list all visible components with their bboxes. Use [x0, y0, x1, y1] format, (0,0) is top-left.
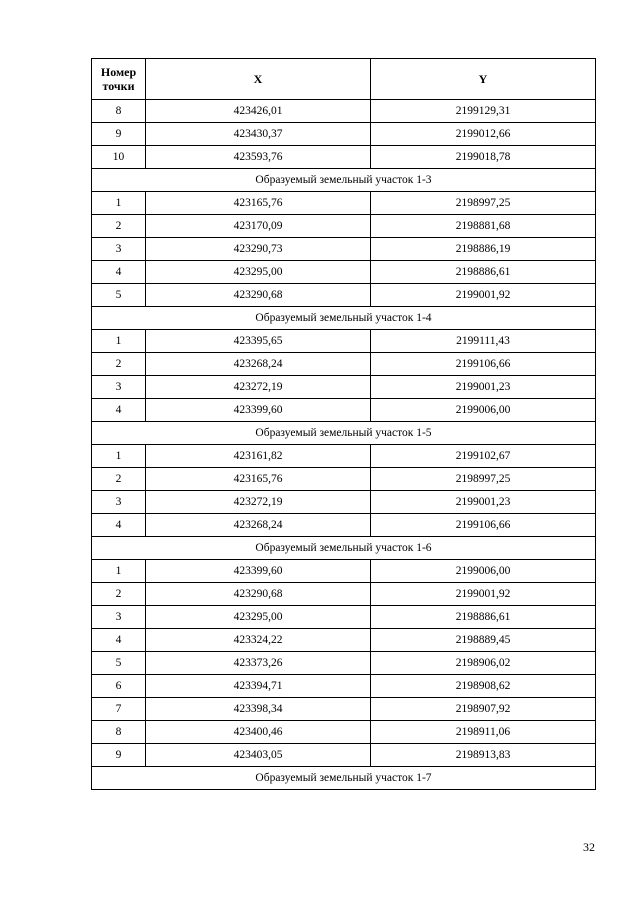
table-row — [92, 399, 596, 422]
table-row — [92, 606, 596, 629]
y-coordinate-cell: 2199001,92 — [371, 583, 596, 606]
table-row — [92, 675, 596, 698]
point-number-cell: 2 — [92, 468, 146, 491]
point-number-cell: 7 — [92, 698, 146, 721]
point-number-cell: 1 — [92, 445, 146, 468]
x-coordinate-cell: 423430,37 — [146, 123, 371, 146]
header-point-number-line1: Номер — [100, 65, 137, 79]
x-coordinate-cell: 423268,24 — [146, 514, 371, 537]
y-coordinate-cell: 2198997,25 — [371, 468, 596, 491]
table-row — [92, 330, 596, 353]
table-row — [92, 376, 596, 399]
point-number-cell: 6 — [92, 675, 146, 698]
header-y: Y — [371, 59, 596, 100]
table-row — [92, 353, 596, 376]
table-row — [92, 583, 596, 606]
y-coordinate-cell: 2199001,23 — [371, 491, 596, 514]
table-row — [92, 629, 596, 652]
header-point-number-line2: точки — [102, 79, 135, 93]
point-number-cell: 8 — [92, 721, 146, 744]
table-row — [92, 491, 596, 514]
y-coordinate-cell: 2198908,62 — [371, 675, 596, 698]
table-row — [92, 652, 596, 675]
table-row — [92, 123, 596, 146]
x-coordinate-cell: 423593,76 — [146, 146, 371, 169]
point-number-cell: 1 — [92, 560, 146, 583]
x-coordinate-cell: 423161,82 — [146, 445, 371, 468]
section-label: Образуемый земельный участок 1-3 — [92, 169, 596, 192]
point-number-cell: 4 — [92, 514, 146, 537]
table-row — [92, 238, 596, 261]
coordinates-table — [91, 58, 596, 790]
x-coordinate-cell: 423395,65 — [146, 330, 371, 353]
x-coordinate-cell: 423399,60 — [146, 560, 371, 583]
header-point-number — [92, 59, 146, 100]
x-coordinate-cell: 423170,09 — [146, 215, 371, 238]
table-header-row — [92, 59, 596, 100]
x-coordinate-cell: 423295,00 — [146, 606, 371, 629]
section-row — [92, 767, 596, 790]
x-coordinate-cell: 423272,19 — [146, 376, 371, 399]
y-coordinate-cell: 2199006,00 — [371, 399, 596, 422]
point-number-cell: 4 — [92, 629, 146, 652]
table-row — [92, 560, 596, 583]
x-coordinate-cell: 423373,26 — [146, 652, 371, 675]
point-number-cell: 3 — [92, 606, 146, 629]
table-row — [92, 514, 596, 537]
section-row — [92, 169, 596, 192]
x-coordinate-cell: 423394,71 — [146, 675, 371, 698]
x-coordinate-cell: 423399,60 — [146, 399, 371, 422]
section-label: Образуемый земельный участок 1-6 — [92, 537, 596, 560]
point-number-cell: 10 — [92, 146, 146, 169]
table-row — [92, 744, 596, 767]
y-coordinate-cell: 2198913,83 — [371, 744, 596, 767]
point-number-cell: 8 — [92, 100, 146, 123]
point-number-cell: 3 — [92, 238, 146, 261]
y-coordinate-cell: 2199012,66 — [371, 123, 596, 146]
x-coordinate-cell: 423290,73 — [146, 238, 371, 261]
point-number-cell: 3 — [92, 376, 146, 399]
point-number-cell: 1 — [92, 192, 146, 215]
y-coordinate-cell: 2198907,92 — [371, 698, 596, 721]
point-number-cell: 2 — [92, 353, 146, 376]
y-coordinate-cell: 2199129,31 — [371, 100, 596, 123]
table-row — [92, 468, 596, 491]
x-coordinate-cell: 423324,22 — [146, 629, 371, 652]
y-coordinate-cell: 2198911,06 — [371, 721, 596, 744]
table-row — [92, 215, 596, 238]
x-coordinate-cell: 423295,00 — [146, 261, 371, 284]
x-coordinate-cell: 423272,19 — [146, 491, 371, 514]
point-number-cell: 1 — [92, 330, 146, 353]
table-body — [92, 100, 596, 790]
header-x: X — [146, 59, 371, 100]
y-coordinate-cell: 2198886,61 — [371, 606, 596, 629]
y-coordinate-cell: 2199106,66 — [371, 514, 596, 537]
page-number: 32 — [583, 840, 595, 854]
x-coordinate-cell: 423268,24 — [146, 353, 371, 376]
x-coordinate-cell: 423290,68 — [146, 284, 371, 307]
y-coordinate-cell: 2199001,92 — [371, 284, 596, 307]
table-row — [92, 146, 596, 169]
point-number-cell: 9 — [92, 123, 146, 146]
y-coordinate-cell: 2199111,43 — [371, 330, 596, 353]
point-number-cell: 4 — [92, 399, 146, 422]
section-label: Образуемый земельный участок 1-4 — [92, 307, 596, 330]
section-row — [92, 307, 596, 330]
x-coordinate-cell: 423165,76 — [146, 468, 371, 491]
table-row — [92, 721, 596, 744]
point-number-cell: 5 — [92, 284, 146, 307]
x-coordinate-cell: 423290,68 — [146, 583, 371, 606]
y-coordinate-cell: 2198889,45 — [371, 629, 596, 652]
table-row — [92, 698, 596, 721]
x-coordinate-cell: 423426,01 — [146, 100, 371, 123]
y-coordinate-cell: 2198881,68 — [371, 215, 596, 238]
point-number-cell: 2 — [92, 583, 146, 606]
point-number-cell: 5 — [92, 652, 146, 675]
point-number-cell: 4 — [92, 261, 146, 284]
y-coordinate-cell: 2199018,78 — [371, 146, 596, 169]
point-number-cell: 2 — [92, 215, 146, 238]
y-coordinate-cell: 2198997,25 — [371, 192, 596, 215]
table-row — [92, 445, 596, 468]
table-row — [92, 100, 596, 123]
y-coordinate-cell: 2199102,67 — [371, 445, 596, 468]
table-row — [92, 261, 596, 284]
y-coordinate-cell: 2198886,61 — [371, 261, 596, 284]
section-label: Образуемый земельный участок 1-7 — [92, 767, 596, 790]
y-coordinate-cell: 2199001,23 — [371, 376, 596, 399]
section-row — [92, 422, 596, 445]
section-label: Образуемый земельный участок 1-5 — [92, 422, 596, 445]
x-coordinate-cell: 423398,34 — [146, 698, 371, 721]
y-coordinate-cell: 2199006,00 — [371, 560, 596, 583]
section-row — [92, 537, 596, 560]
y-coordinate-cell: 2198886,19 — [371, 238, 596, 261]
y-coordinate-cell: 2199106,66 — [371, 353, 596, 376]
x-coordinate-cell: 423403,05 — [146, 744, 371, 767]
x-coordinate-cell: 423165,76 — [146, 192, 371, 215]
table-row — [92, 284, 596, 307]
point-number-cell: 3 — [92, 491, 146, 514]
table-row — [92, 192, 596, 215]
point-number-cell: 9 — [92, 744, 146, 767]
y-coordinate-cell: 2198906,02 — [371, 652, 596, 675]
x-coordinate-cell: 423400,46 — [146, 721, 371, 744]
